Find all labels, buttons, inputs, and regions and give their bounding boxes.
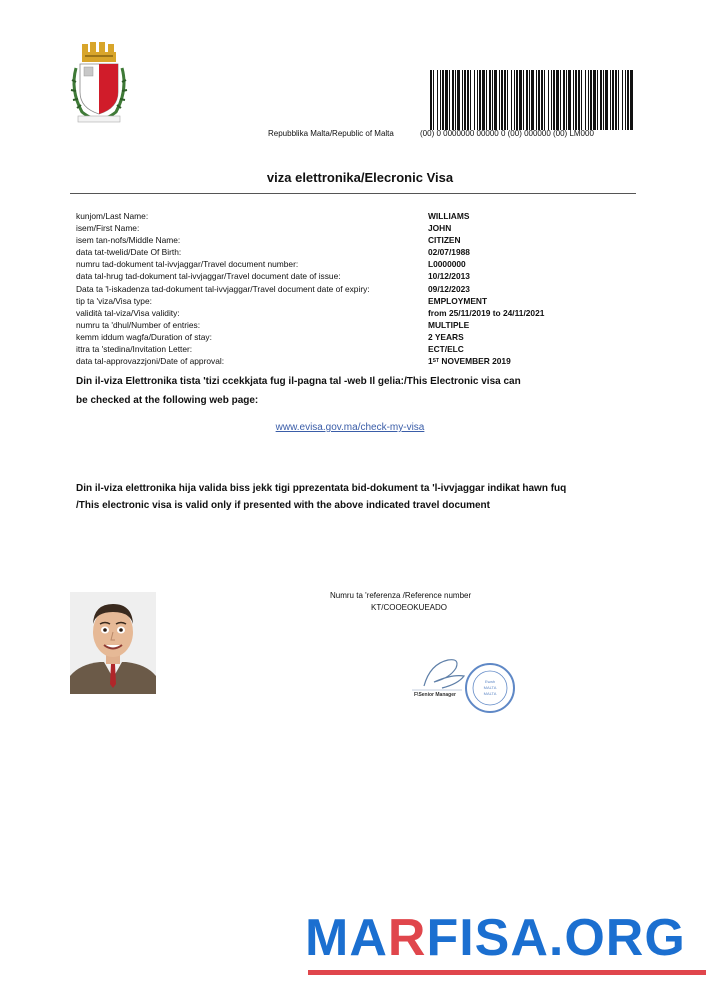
check-note: Din il-viza Elettronika tista 'tizi ccekkjata fug il-pagna tal -web Il gelia:/This Electronic visa can be checked at the following web page: [76,376,521,406]
page-title: viza elettronika/Elecronic Visa [266,170,454,185]
barcode-bar [578,70,580,130]
barcode-bar [507,70,508,130]
barcode-bar [585,70,586,130]
barcode-bar [462,70,463,130]
barcode-bar [605,70,608,130]
barcode-bar [630,70,633,130]
field-label: isem tan-nofs/Middle Name: [76,235,181,246]
barcode-bar [627,70,629,130]
field-label: data tat-twelid/Date Of Birth: [76,247,182,258]
barcode-bar [622,70,623,130]
barcode-bar [464,70,466,130]
barcode-bar [467,70,469,130]
field-row-number-of-entries [76,319,596,331]
barcode-bar [575,70,577,130]
barcode-bar [556,70,559,130]
barcode-bar [482,70,485,130]
barcode-bar [529,70,530,130]
field-value: L0000000 [428,259,466,270]
field-label: data tal-approvazzjoni/Date of approval: [76,356,225,367]
barcode-bar [581,70,582,130]
stamp-line: MALTA [483,685,497,690]
brand-logo [305,908,686,968]
barcode-bar [492,70,493,130]
field-value [428,355,511,367]
field-value: MULTIPLE [428,319,470,330]
stamp-line: Ewah [484,679,496,684]
field-value: 2 YEARS [428,331,464,342]
check-visa-link[interactable]: www.evisa.gov.ma/check-my-visa [275,422,425,433]
field-label: data tal-hrug tad-dokument tal-ivvjaggar/Travel document date of issue: [76,271,341,282]
field-value: from 25/11/2019 to 24/11/2021 [428,307,545,318]
barcode-bar [526,70,528,130]
barcode-bar [541,70,543,130]
barcode-bar [494,70,497,130]
validity-note: Din il-viza elettronika hija valida biss jekk tigi pprezentata bid-dokument ta 'l-ivvjaggar indikat hawn fuq /This electronic visa is valid only if presented with the above indicated travel document [76,483,567,511]
barcode-bar [445,70,448,130]
field-label: tip ta 'viza/Visa type: [76,295,152,306]
field-row-invitation-letter [76,343,596,355]
field-value: CITIZEN [428,235,461,246]
barcode-bar [449,70,450,130]
field-row-date-of-birth [76,246,596,258]
barcode-bar [593,70,596,130]
brand-rest: FISA.ORG [426,909,686,967]
republic-label: Repubblika Malta/Republic of Malta [268,129,394,138]
barcode-bar [600,70,602,130]
brand-underline [308,970,706,975]
barcode-bar [504,70,506,130]
barcode-bar [551,70,552,130]
barcode-bar [455,70,456,130]
barcode-bar [479,70,481,130]
holder-photo-icon [70,592,156,694]
field-row-date-of-expiry [76,283,596,295]
barcode-bar [610,70,611,130]
title-divider [70,193,636,194]
barcode-bar [442,70,444,130]
barcode-bar [588,70,589,130]
field-row-duration-of-stay [76,331,596,343]
barcode-bar [457,70,460,130]
malta-coat-of-arms-icon [66,40,132,124]
field-label: ittra ta 'stedina/Invitation Letter: [76,344,193,355]
barcode-bar [440,70,441,130]
field-value: WILLIAMS [428,211,470,221]
field-value: EMPLOYMENT [428,295,488,306]
barcode-bar [452,70,454,130]
barcode-bar [501,70,503,130]
signatory-title: F\Senior Manager [414,692,456,698]
field-value: 09/12/2023 [428,283,470,294]
field-label: kemm iddum wagfa/Duration of stay: [76,331,212,342]
barcode-bar [499,70,500,130]
field-label: numru tad-dokument tal-ivvjaggar/Travel document number: [76,259,299,270]
barcode-bar [615,70,617,130]
field-row-last-name [76,210,596,222]
barcode-bar [433,70,434,130]
barcode-bar [544,70,545,130]
barcode-bar [612,70,614,130]
barcode-bar [553,70,555,130]
barcode-bar [566,70,567,130]
field-label: isem/First Name: [76,223,140,234]
approval-month-year: NOVEMBER 2019 [439,356,511,367]
field-row-document-number [76,258,596,270]
barcode-bar [590,70,592,130]
barcode-bar [477,70,478,130]
barcode-bar [603,70,604,130]
barcode-bar [470,70,471,130]
field-value: 02/07/1988 [428,247,470,258]
barcode-bar [597,70,598,130]
field-value: 10/12/2013 [428,271,470,282]
brand-red-part: R [387,909,427,967]
barcode-bar [573,70,574,130]
field-row-date-of-approval [76,355,596,367]
field-row-visa-type [76,295,596,307]
signature-stamp-icon [412,650,518,722]
barcode-bar [437,70,438,130]
approval-day: 1 [428,356,433,367]
barcode-bar [531,70,534,130]
barcode-bar [560,70,561,130]
barcode-bar [486,70,487,130]
barcode-bar [489,70,491,130]
barcode-bar [523,70,524,130]
field-value: JOHN [428,223,452,234]
barcode-bar [519,70,522,130]
barcode-bar [618,70,619,130]
visa-fields [76,210,596,367]
field-label: Data ta 'l-iskadenza tad-dokument tal-ivvjaggar/Travel document date of expiry: [76,283,370,294]
barcode-bar [536,70,537,130]
barcode-icon [430,70,636,130]
field-row-visa-validity [76,307,596,319]
barcode-bar [568,70,571,130]
brand-blue-part: MA [305,909,388,967]
approval-suffix: ST [432,358,440,365]
barcode-bar [511,70,512,130]
barcode-bar [538,70,540,130]
barcode-bar [548,70,549,130]
field-label: validità tal-viza/Visa validity: [76,307,180,318]
field-label: kunjom/Last Name: [76,211,149,221]
field-row-first-name [76,222,596,234]
barcode-bar [563,70,565,130]
barcode-bar [430,70,432,130]
field-label: numru ta 'dhul/Number of entries: [76,319,201,330]
barcode-bar [625,70,626,130]
field-row-date-of-issue [76,270,596,282]
field-value: ECT/ELC [428,344,464,355]
reference-number: KT/COOEOKUEADO [371,603,448,612]
barcode-bar [514,70,515,130]
barcode-bar [474,70,475,130]
stamp-line: MALTA [483,691,497,696]
reference-label: Numru ta 'referenza /Reference number [330,591,472,600]
field-row-middle-name [76,234,596,246]
barcode-bar [516,70,518,130]
document-code: (00) 0 0000000 00000 0 (00) 000000 (00) LM000 [420,129,594,138]
